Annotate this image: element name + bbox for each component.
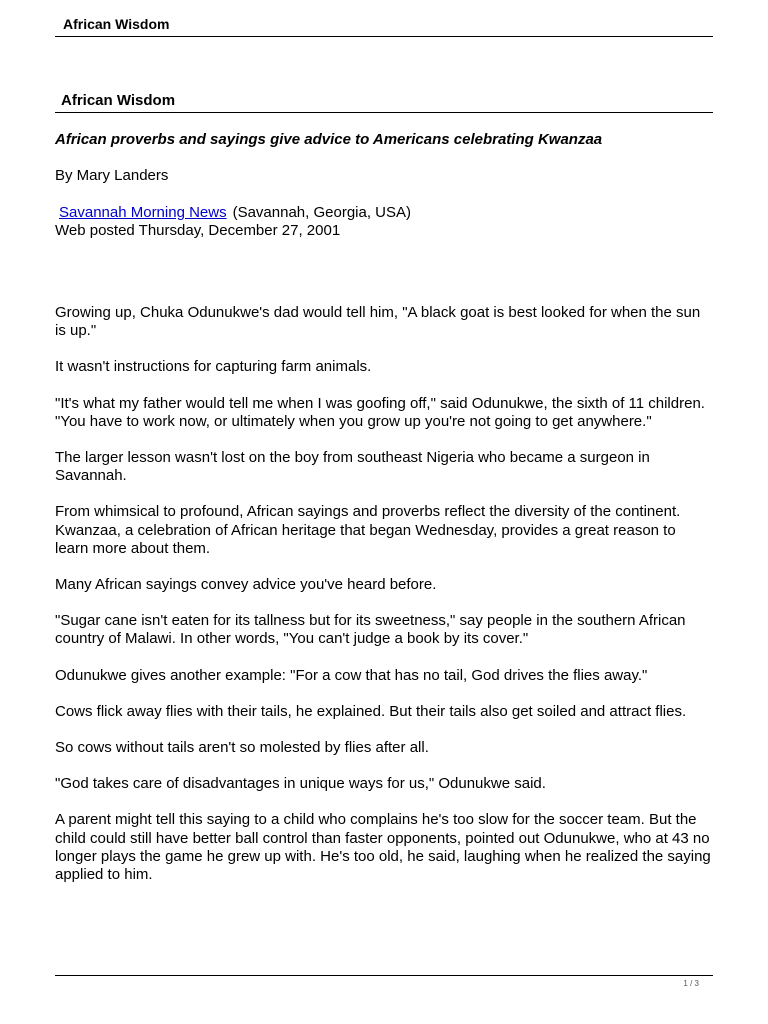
source-line [55,204,713,240]
paragraph: "It's what my father would tell me when I was goofing off," said Odunukwe, the sixth of 11 children. "You have to work now, or ultimately when you grow up you're not going to get anywhere." [55,394,705,430]
paragraph: So cows without tails aren't so molested by flies after all. [55,739,429,757]
paragraph: "Sugar cane isn't eaten for its tallness but for its sweetness," say people in the southern African country of Malawi. In other words, "You can't judge a book by its cover." [55,612,686,648]
paragraph: From whimsical to profound, African sayings and proverbs reflect the diversity of the continent. Kwanzaa, a celebration of African heritage that began Wednesday, provides a great reason to learn more about them. [55,503,681,557]
paragraph: Odunukwe gives another example: "For a cow that has no tail, God drives the flies away." [55,666,648,684]
paragraph: Many African sayings convey advice you've heard before. [55,576,437,594]
article [55,92,713,902]
page-header [55,14,713,37]
source-location: (Savannah, Georgia, USA) [232,204,412,221]
header-title: African Wisdom [63,16,170,32]
byline: By Mary Landers [55,167,169,184]
article-title: African Wisdom [55,92,713,113]
article-subtitle: African proverbs and sayings give advice to Americans celebrating Kwanzaa [55,131,603,148]
paragraph: Cows flick away flies with their tails, he explained. But their tails also get soiled and attract flies. [55,702,687,720]
paragraph: A parent might tell this saying to a child who complains he's too slow for the soccer team. But the child could still have better ball control than faster opponents, pointed out Odunukwe, who at 43 no longer plays the game he grew up with. He's too old, he said, laughing when he realized the saying applied to him. [55,811,711,884]
page-footer [55,975,713,988]
article-body [55,304,713,884]
posted-date: Web posted Thursday, December 27, 2001 [55,222,341,239]
paragraph: It wasn't instructions for capturing farm animals. [55,358,372,376]
source-link[interactable]: Savannah Morning News [59,204,227,221]
paragraph: Growing up, Chuka Odunukwe's dad would tell him, "A black goat is best looked for when the sun is up." [55,304,701,340]
paragraph: The larger lesson wasn't lost on the boy from southeast Nigeria who became a surgeon in Savannah. [55,449,650,485]
page-number: 1 / 3 [683,979,699,988]
paragraph: "God takes care of disadvantages in unique ways for us," Odunukwe said. [55,775,546,793]
